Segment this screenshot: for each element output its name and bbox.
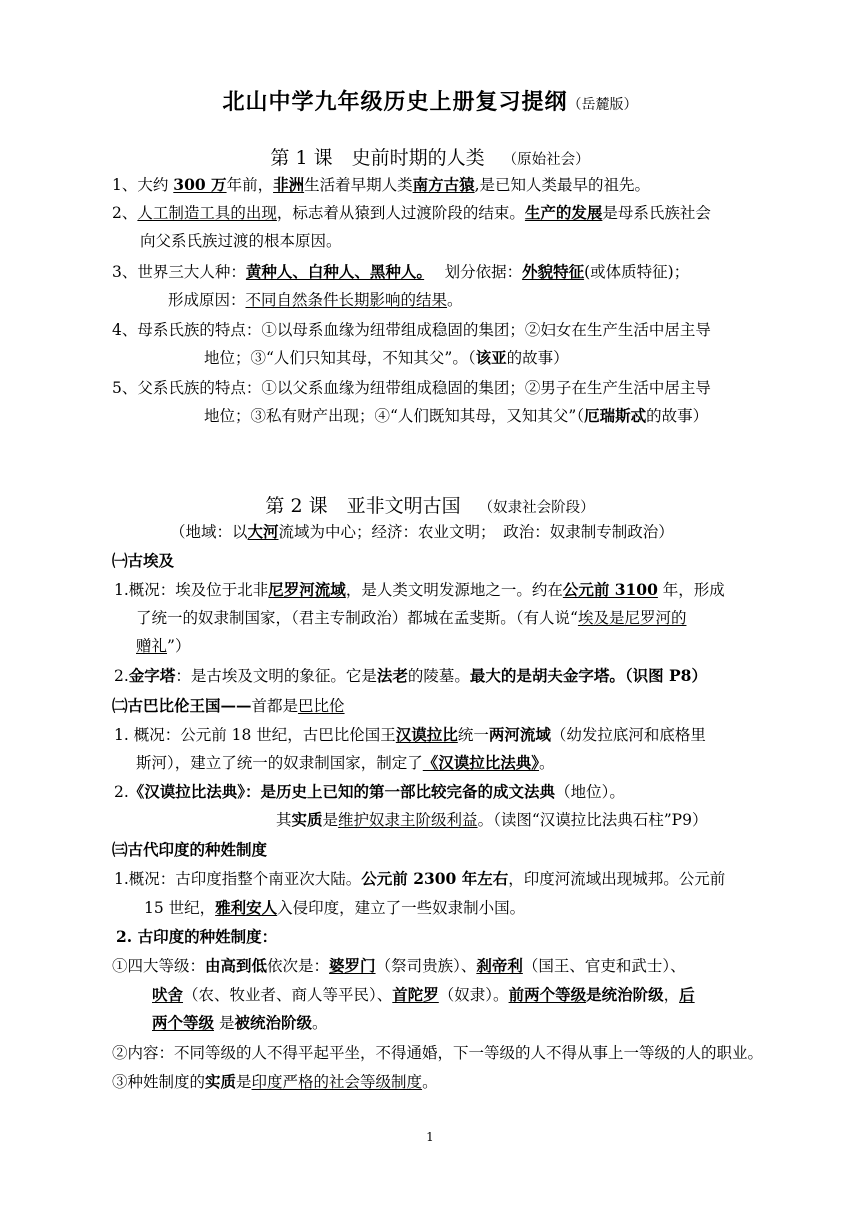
babylon-heading: ㈡古巴比伦王国——首都是巴比伦 (112, 696, 345, 715)
india-item2: 2. 古印度的种姓制度： (116, 927, 278, 946)
lesson1-item3-cont: 形成原因：不同自然条件长期影响的结果。 (168, 291, 463, 309)
india-item2-a: ①四大等级：由高到低依次是：婆罗门（祭司贵族）、刹帝利（国王、官吏和武士）、 (112, 956, 686, 975)
document-title: 北山中学九年级历史上册复习提纲（岳麓版） (222, 89, 638, 115)
india-item1-cont: 15 世纪，雅利安人入侵印度，建立了一些奴隶制小国。 (144, 898, 526, 917)
india-item2-a-cont: 吠舍（农、牧业者、商人等平民）、首陀罗（奴隶）。前两个等级是统治阶级，后 (152, 985, 695, 1004)
lesson1-item2-cont: 向父系氏族过渡的根本原因。 (140, 232, 342, 250)
lesson1-item5: 5、父系氏族的特点：①以父系血缘为纽带组成稳固的集团；②男子在生产生活中居主导 (112, 379, 711, 397)
page-number: 1 (426, 1130, 434, 1144)
babylon-item2-cont: 其实质是维护奴隶主阶级利益。（读图“汉谟拉比法典石柱”P9） (276, 810, 708, 829)
egypt-heading: ㈠古埃及 (112, 551, 175, 570)
lesson1-item5-cont: 地位；③私有财产出现；④“人们既知其母，又知其父”（厄瑞斯忒的故事） (204, 406, 709, 425)
egypt-item1: 1.概况：埃及位于北非尼罗河流域，是人类文明发源地之一。约在公元前 3100 年，形成 (114, 580, 725, 599)
india-heading: ㈢古代印度的种姓制度 (112, 840, 268, 859)
babylon-item1-cont: 斯河），建立了统一的奴隶制国家，制定了《汉谟拉比法典》。 (136, 753, 555, 772)
lesson1-item4-cont: 地位；③“人们只知其母，不知其父”。（该亚的故事） (204, 348, 569, 367)
lesson1-item1: 1、大约 300 万年前，非洲生活着早期人类南方古猿,是已知人类最早的祖先。 (112, 175, 651, 194)
india-item2-a-cont2: 两个等级 是被统治阶级。 (152, 1013, 328, 1032)
lesson1-heading: 第 1 课 史前时期的人类 （原始社会） (270, 147, 590, 169)
india-item2-b: ②内容：不同等级的人不得平起平坐，不得通婚，下一等级的人不得从事上一等级的人的职业。 (112, 1044, 764, 1062)
egypt-item1-cont2: 赠礼”） (136, 637, 191, 655)
lesson1-item4: 4、母系氏族的特点：①以母系血缘为纽带组成稳固的集团；②妇女在生产生活中居主导 (112, 321, 711, 339)
title-note: （岳麓版） (567, 97, 638, 113)
lesson1-item2: 2、人工制造工具的出现，标志着从猿到人过渡阶段的结束。生产的发展是母系氏族社会 (112, 203, 711, 222)
lesson1-item3: 3、世界三大人种：黄种人、白种人、黑种人。 划分依据：外貌特征(或体质特征)； (112, 262, 690, 281)
egypt-item1-cont: 了统一的奴隶制国家，（君主专制政治）都城在孟斐斯。（有人说“埃及是尼罗河的 (136, 609, 687, 627)
india-item1: 1.概况：古印度指整个南亚次大陆。公元前 2300 年左右，印度河流域出现城邦。公元前 (114, 869, 726, 888)
lesson2-heading: 第 2 课 亚非文明古国 （奴隶社会阶段） (265, 495, 595, 517)
babylon-item1: 1. 概况：公元前 18 世纪，古巴比伦国王汉谟拉比统一两河流域（幼发拉底河和底格里 (114, 725, 706, 744)
india-item2-c: ③种姓制度的实质是印度严格的社会等级制度。 (112, 1072, 438, 1091)
babylon-item2: 2.《汉谟拉比法典》：是历史上已知的第一部比较完备的成文法典（地位）。 (114, 782, 625, 801)
egypt-item2: 2.金字塔：是古埃及文明的象征。它是法老的陵墓。最大的是胡夫金字塔。（识图 P8） (114, 666, 707, 685)
lesson2-intro: （地域：以大河流域为中心；经济：农业文明； 政治：奴隶制专制政治） (170, 522, 674, 541)
